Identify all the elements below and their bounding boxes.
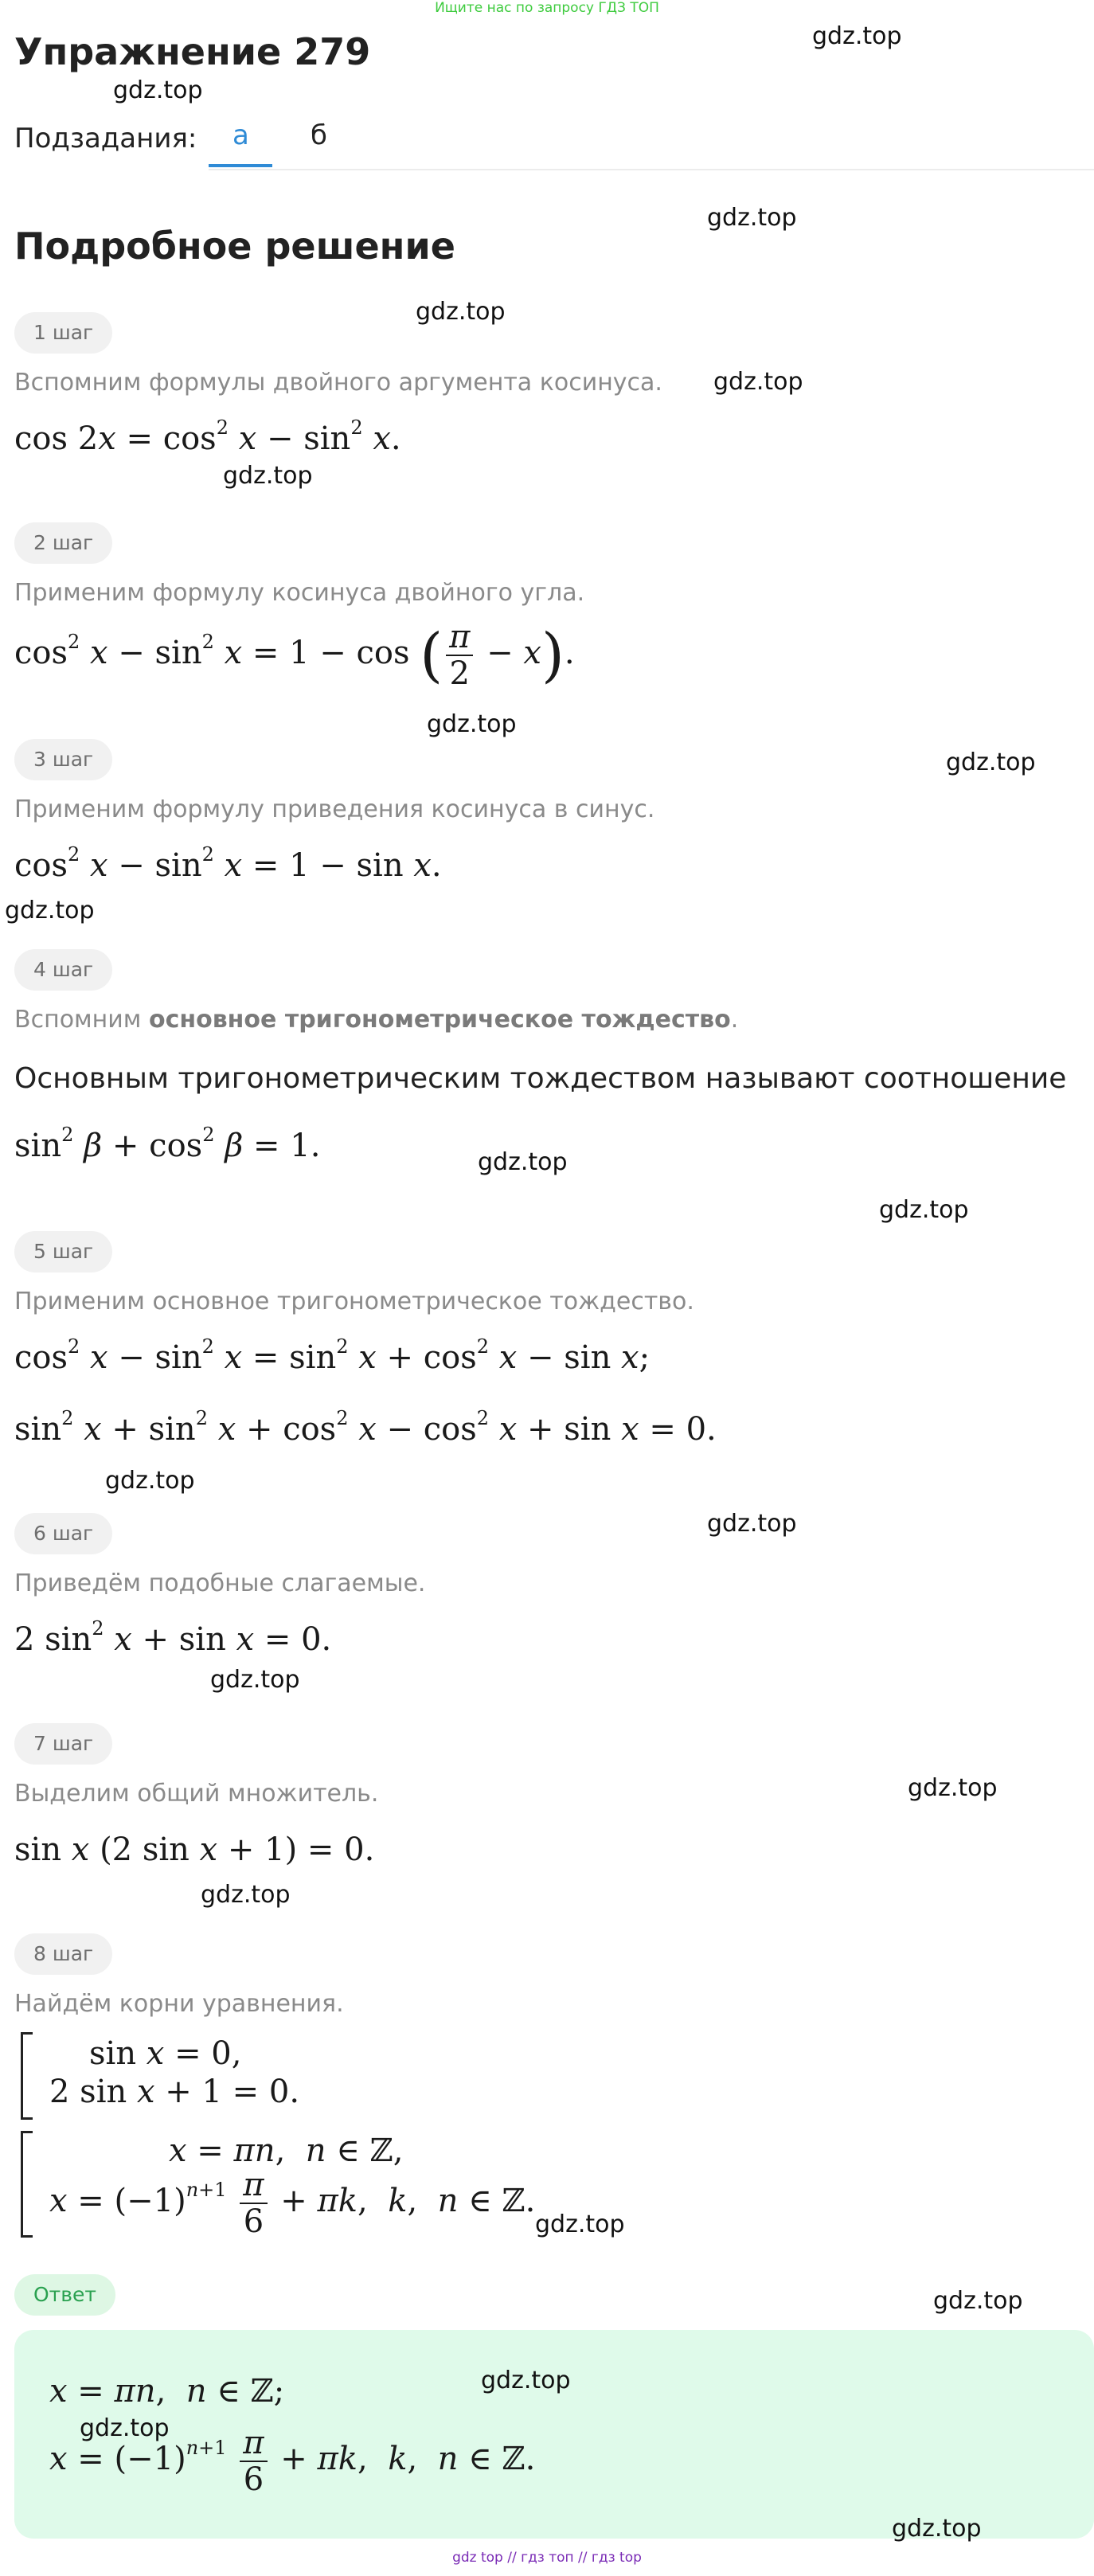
formula-7: sin x (2 sin x + 1) = 0. — [14, 1831, 375, 1868]
watermark: gdz.top — [427, 710, 517, 738]
system-2-line-1: x = πn, n ∈ ℤ, — [169, 2132, 404, 2169]
watermark: gdz.top — [933, 2287, 1023, 2315]
step-badge-2: 2 шаг — [14, 522, 112, 564]
footer-links[interactable]: gdz top // гдз топ // гдз top — [452, 2550, 642, 2566]
step-badge-5: 5 шаг — [14, 1231, 112, 1272]
watermark: gdz.top — [113, 76, 203, 104]
tab-b[interactable]: б — [311, 119, 327, 151]
system-bracket-1 — [21, 2032, 33, 2120]
watermark: gdz.top — [105, 1467, 195, 1495]
active-tab-indicator — [209, 164, 272, 167]
watermark: gdz.top — [908, 1774, 998, 1802]
watermark: gdz.top — [707, 1510, 797, 1538]
watermark: gdz.top — [892, 2515, 982, 2543]
watermark: gdz.top — [201, 1881, 291, 1909]
step-1-text: Вспомним формулы двойного аргумента косинуса. — [14, 369, 662, 397]
formula-5b: $\sin^2 x + \sin^2 x + \cos^2 x - \cos^2 x + \sin x = 0$. — [14, 1406, 717, 1448]
watermark: gdz.top — [946, 749, 1036, 776]
step-2-text: Применим формулу косинуса двойного угла. — [14, 579, 585, 607]
watermark: gdz.top — [535, 2211, 625, 2238]
step-4-definition: Основным тригонометрическим тождеством называют соотношение — [14, 1062, 1067, 1095]
step-badge-6: 6 шаг — [14, 1513, 112, 1554]
system-1-line-2: 2 sin x + 1 = 0. — [49, 2074, 300, 2110]
system-2-line-2: $x = (-1)^{n+1}$ $\frac{\pi}{6}$ + πk, k, n ∈ ℤ. — [49, 2167, 536, 2240]
page-title: Упражнение 279 — [14, 30, 371, 73]
watermark: gdz.top — [210, 1666, 300, 1694]
watermark: gdz.top — [481, 2367, 571, 2394]
step-badge-7: 7 шаг — [14, 1723, 112, 1765]
system-1-line-1: sin x = 0, — [89, 2035, 242, 2072]
answer-badge: Ответ — [14, 2274, 115, 2316]
formula-6: 2 $\sin^2 x + \sin x = 0$. — [14, 1616, 332, 1658]
tab-a[interactable]: а — [232, 119, 249, 151]
watermark: gdz.top — [223, 462, 313, 490]
watermark: gdz.top — [416, 298, 506, 326]
watermark: gdz.top — [478, 1148, 568, 1176]
system-bracket-2 — [21, 2131, 33, 2238]
formula-2: $\cos^2 x - \sin^2 x = 1 - \cos$ ( $\frac{\pi}{2}$ − x). — [14, 619, 575, 692]
step-7-text: Выделим общий множитель. — [14, 1780, 379, 1808]
step-badge-8: 8 шаг — [14, 1933, 112, 1975]
tabs-divider — [209, 169, 1094, 170]
formula-3: $\cos^2 x - \sin^2 x = 1 - \sin x$. — [14, 842, 442, 884]
step-8-text: Найдём корни уравнения. — [14, 1990, 344, 2018]
section-title: Подробное решение — [14, 225, 455, 268]
watermark: gdz.top — [879, 1196, 969, 1224]
formula-1: $\cos 2x = \cos^2 x - \sin^2 x$. — [14, 416, 401, 457]
watermark: gdz.top — [707, 204, 797, 232]
step-5-text: Применим основное тригонометрическое тождество. — [14, 1288, 694, 1315]
answer-line-1: x = πn, n ∈ ℤ; — [49, 2373, 285, 2410]
formula-5a: $\cos^2 x - \sin^2 x = \sin^2 x + \cos^2 x - \sin x$; — [14, 1335, 651, 1376]
watermark: gdz.top — [713, 368, 803, 396]
watermark: gdz.top — [80, 2414, 170, 2442]
step-badge-1: 1 шаг — [14, 312, 112, 354]
answer-line-2: $x = (-1)^{n+1}$ $\frac{\pi}{6}$ + πk, k, n ∈ ℤ. — [49, 2425, 536, 2498]
subtasks-label: Подзадания: — [14, 123, 197, 154]
step-badge-3: 3 шаг — [14, 739, 112, 780]
formula-4: $\sin^2 \beta + \cos^2 \beta = 1$. — [14, 1123, 321, 1164]
top-hint[interactable]: Ищите нас по запросу ГДЗ ТОП — [435, 0, 659, 16]
step-6-text: Приведём подобные слагаемые. — [14, 1569, 426, 1597]
step-3-text: Применим формулу приведения косинуса в синус. — [14, 795, 655, 823]
watermark: gdz.top — [5, 897, 95, 924]
step-4-text: Вспомним основное тригонометрическое тождество. — [14, 1006, 739, 1034]
watermark: gdz.top — [812, 22, 902, 50]
step-badge-4: 4 шаг — [14, 949, 112, 991]
